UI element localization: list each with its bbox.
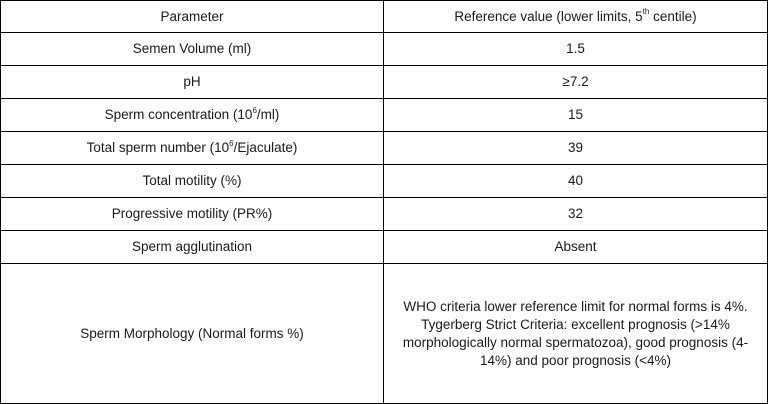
parameter-text: Semen Volume (ml)	[132, 41, 252, 56]
table-row	[1, 198, 768, 231]
parameter-cell	[1, 132, 384, 165]
value-text: Absent	[554, 239, 597, 254]
header-reference-sup: th	[642, 7, 650, 16]
table-row	[1, 33, 768, 66]
value-cell	[384, 33, 768, 66]
value-text: ≥7.2	[562, 74, 589, 89]
parameter-suffix: /ml)	[256, 107, 280, 122]
table-row	[1, 132, 768, 165]
parameter-sup: 6	[229, 138, 234, 148]
parameter-cell	[1, 198, 384, 231]
table-row	[1, 165, 768, 198]
header-reference-prefix: Reference value (lower limits, 5	[454, 8, 643, 24]
value-text: 1.5	[566, 41, 585, 56]
value-cell	[384, 264, 768, 404]
value-cell	[384, 66, 768, 99]
parameter-cell	[1, 165, 384, 198]
parameter-cell	[1, 264, 384, 404]
parameter-suffix: /Ejaculate)	[233, 140, 298, 155]
morphology-tygerberg-criteria: Tygerberg Strict Criteria: excellent prognosis (>14% morphologically normal spermatozoa), good prognosis (4- 14%) and poor prognosis (<4%)	[402, 316, 749, 368]
value-text: 32	[567, 206, 584, 221]
parameter-text: pH	[183, 74, 201, 89]
table-row	[1, 99, 768, 132]
parameter-cell	[1, 231, 384, 264]
value-cell	[384, 99, 768, 132]
value-text: 40	[567, 173, 584, 188]
parameter-prefix: Total sperm number (10	[86, 140, 230, 155]
parameter-text: Progressive motility (PR%)	[111, 206, 273, 221]
table-header-row	[1, 1, 768, 33]
parameter-cell	[1, 66, 384, 99]
value-text: 39	[567, 140, 584, 155]
header-parameter	[1, 1, 384, 33]
value-cell	[384, 132, 768, 165]
parameter-cell	[1, 99, 384, 132]
value-text: 15	[567, 107, 584, 122]
parameter-sup: 6	[252, 105, 257, 115]
morphology-who-criteria: WHO criteria lower reference limit for normal forms is 4%.	[403, 298, 748, 314]
parameter-text: Total motility (%)	[142, 173, 242, 188]
header-reference-value	[384, 1, 768, 33]
value-cell	[384, 231, 768, 264]
table-row	[1, 66, 768, 99]
header-reference-suffix: centile)	[649, 8, 697, 24]
parameter-prefix: Sperm concentration (10	[104, 107, 253, 122]
table-row	[1, 231, 768, 264]
parameter-text: Sperm agglutination	[131, 239, 253, 254]
table-row	[1, 264, 768, 404]
value-cell	[384, 165, 768, 198]
value-cell	[384, 198, 768, 231]
header-parameter-text: Parameter	[160, 8, 224, 24]
parameter-cell	[1, 33, 384, 66]
parameter-text: Sperm Morphology (Normal forms %)	[80, 325, 304, 341]
